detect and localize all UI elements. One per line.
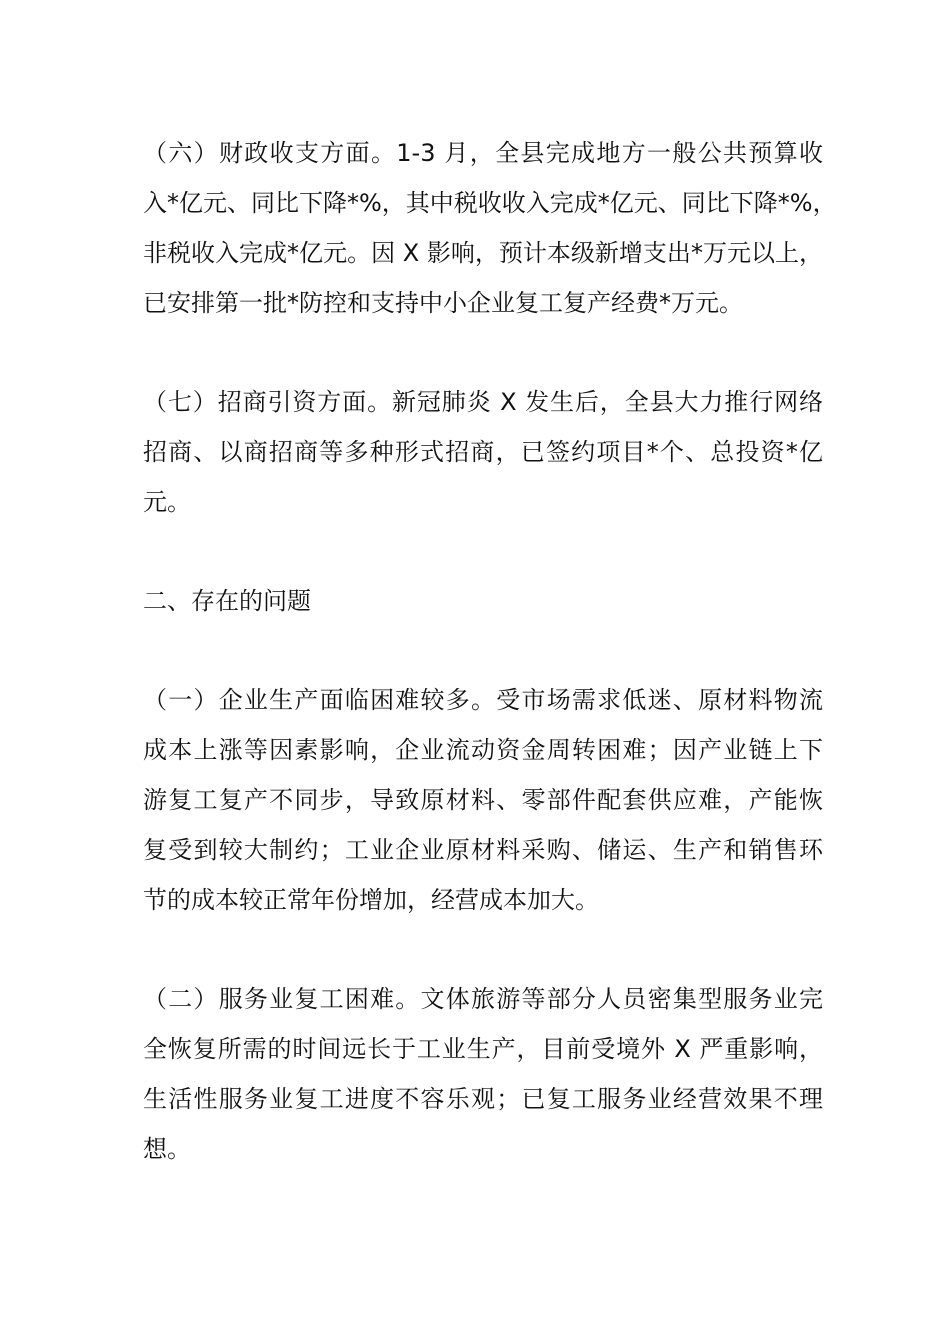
paragraph-fiscal xyxy=(143,128,837,328)
paragraph-line: （六）财政收支方面。1-3 月，全县完成地方一般公共预算收 xyxy=(143,139,823,167)
paragraph-line: 入*亿元、同比下降*%，其中税收收入完成*亿元、同比下降*%， xyxy=(143,189,837,217)
paragraph-line: （二）服务业复工困难。文体旅游等部分人员密集型服务业完 xyxy=(143,985,823,1013)
paragraph-investment xyxy=(143,377,823,527)
paragraph-line: 想。 xyxy=(143,1135,191,1163)
paragraph-line: 复受到较大制约；工业企业原材料采购、储运、生产和销售环 xyxy=(143,836,823,864)
paragraph-line: 全恢复所需的时间远长于工业生产，目前受境外 X 严重影响， xyxy=(143,1035,823,1063)
paragraph-line: 元。 xyxy=(143,488,191,516)
paragraph-line: （一）企业生产面临困难较多。受市场需求低迷、原材料物流 xyxy=(143,686,823,714)
paragraph-line: 招商、以商招商等多种形式招商，已签约项目*个、总投资*亿 xyxy=(143,438,823,466)
paragraph-line: 节的成本较正常年份增加，经营成本加大。 xyxy=(143,886,599,914)
section-heading-text: 二、存在的问题 xyxy=(143,587,311,615)
paragraph-line: 非税收入完成*亿元。因 X 影响，预计本级新增支出*万元以上， xyxy=(143,239,823,267)
paragraph-enterprise xyxy=(143,675,823,925)
paragraph-line: 已安排第一批*防控和支持中小企业复工复产经费*万元。 xyxy=(143,289,743,317)
document-body xyxy=(143,128,837,1223)
section-heading xyxy=(143,576,823,626)
paragraph-line: （七）招商引资方面。新冠肺炎 X 发生后，全县大力推行网络 xyxy=(143,388,823,416)
paragraph-line: 成本上涨等因素影响，企业流动资金周转困难；因产业链上下 xyxy=(143,736,823,764)
paragraph-line: 游复工复产不同步，导致原材料、零部件配套供应难，产能恢 xyxy=(143,786,823,814)
paragraph-line: 生活性服务业复工进度不容乐观；已复工服务业经营效果不理 xyxy=(143,1085,823,1113)
paragraph-services xyxy=(143,974,823,1174)
